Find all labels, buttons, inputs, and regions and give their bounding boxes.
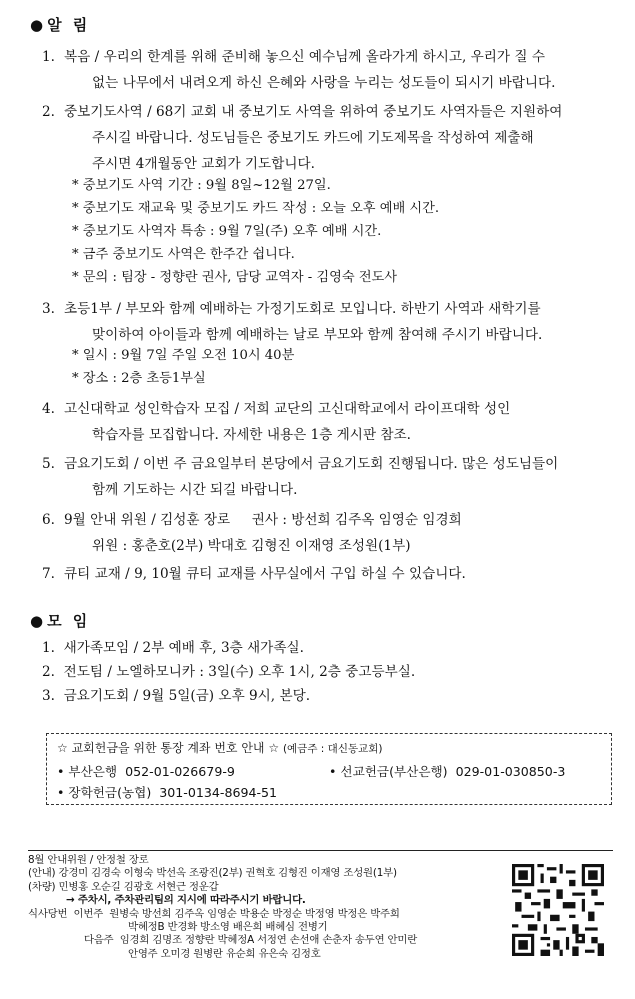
bullet-icon: ● — [30, 16, 44, 34]
prayer-details: * 중보기도 사역 기간 : 9월 8일~12월 27일. * 중보기도 재교육 및 중보기도 카드 작성 : 오늘 오후 예배 시간. * 중보기도 사역자 특송 : 9월 7일(주) 오후 예배 시간. * 금주 중보기도 사역은 한주간 쉽니다. * 문의 : 팀장 - 정향란 권사, 담당 교역자 - 김영숙 전도사 — [72, 178, 440, 285]
bank-account: • 장학헌금(농협) 301-0134-8694-51 — [57, 785, 278, 800]
notice-item: 5. 금요기도회 / 이번 주 금요일부터 본당에서 금요기도회 진행됩니다. 많은 성도님들이 함께 기도하는 시간 되길 바랍니다. — [42, 456, 559, 498]
notice-item: 1. 복음 / 우리의 한계를 위해 준비해 놓으신 예수님께 올라가게 하시고, 우리가 질 수 없는 나무에서 내려오게 하신 은혜와 사랑을 누리는 성도들이 되시기 바랍니다. — [42, 49, 556, 91]
meetings-title: ● 모 임 — [30, 612, 91, 630]
notice-item: 6. 9월 안내 위원 / 김성훈 장로 권사 : 방선희 김주옥 임영순 임경희 위원 : 홍춘호(2부) 박대호 김형진 이재영 조성원(1부) — [42, 512, 462, 554]
notice-item: 4. 고신대학교 성인학습자 모집 / 저희 교단의 고신대학교에서 라이프대학 성인 학습자를 모집합니다. 자세한 내용은 1층 게시판 참조. — [42, 401, 511, 443]
notice-item: 2. 중보기도사역 / 68기 교회 내 중보기도 사역을 위하여 중보기도 사역자들은 지원하여 주시길 바랍니다. 성도님들은 중보기도 카드에 기도제목을 작성하여 제출해 주시면 4개월동안 교회가 기도합니다. — [42, 104, 563, 172]
bank-account: • 선교헌금(부산은행) 029-01-030850-3 — [329, 764, 566, 779]
bank-heading: ☆ 교회헌금을 위한 통장 계좌 번호 안내 ☆ (예금주 : 대신동교회) — [57, 741, 383, 755]
footer-text: 8월 안내위원 / 안정철 장로 (안내) 강경미 김경숙 이형숙 박선옥 조광진(2부) 권혁호 김형진 이재영 조성원(1부) (차량) 민병홍 오순길 김광호 서현근 정운갑 → 주차시, 주차관리팀의 지시에 따라주시기 바랍니다. 식사당번 이번주 원병숙 방선희 김주옥 임영순 박용순 박정순 박정영 박정은 박주희 박혜정B 반경화 방소영 배은희 배혜심 전병기 다음주 임경희 김명조 정향란 박혜정A 서정연 손선애 손춘자 송두연 안미란 안영주 오미경 원병란 유순희 유은숙 김정호 — [28, 854, 418, 960]
list-item: 2. 전도팀 / 노엘하모니카 : 3일(수) 오후 1시, 2층 중고등부실. — [42, 664, 416, 680]
qr-code-icon — [512, 864, 604, 956]
footer-divider — [28, 850, 613, 851]
notices-title: ● 알 림 — [30, 16, 91, 34]
notice-item: 7. 큐티 교재 / 9, 10월 큐티 교재를 사무실에서 구입 하실 수 있습니다. — [42, 566, 466, 582]
child-details: * 일시 : 9월 7일 주일 오전 10시 40분 * 장소 : 2층 초등1부실 — [72, 348, 295, 386]
bank-account-box — [46, 733, 612, 805]
list-item: 3. 금요기도회 / 9월 5일(금) 오후 9시, 본당. — [42, 688, 311, 704]
meetings-list — [42, 636, 415, 708]
bullet-icon: ● — [30, 612, 44, 630]
bank-account: • 부산은행 052-01-026679-9 — [57, 764, 235, 779]
list-item: 1. 새가족모임 / 2부 예배 후, 3층 새가족실. — [42, 640, 304, 656]
notice-item: 3. 초등1부 / 부모와 함께 예배하는 가정기도회로 모입니다. 하반기 사역과 새학기를 맞이하여 아이들과 함께 예배하는 날로 부모와 함께 참여해 주시기 바랍니다. — [42, 301, 543, 343]
